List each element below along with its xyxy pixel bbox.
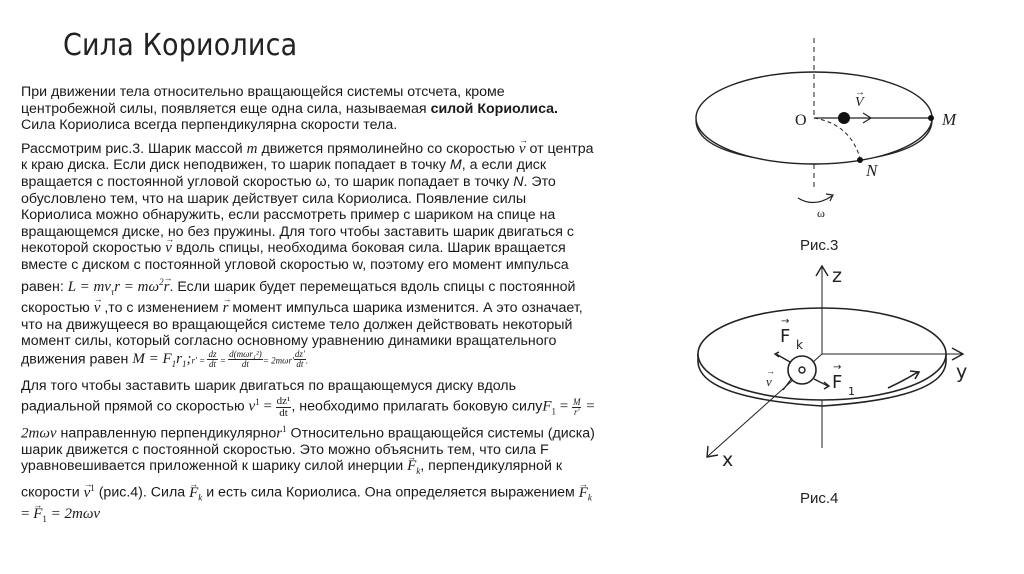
text: и есть сила Кориолиса. Она определяется выражением (202, 484, 579, 501)
figure-3-caption: Рис.3 (800, 237, 839, 254)
superscript: 1 (90, 482, 95, 493)
text: , перпендикулярной к скорости (21, 458, 563, 501)
superscript: 2 (159, 276, 164, 287)
text: вдоль спицы, необходима боковая сила. Шарик вращается вместе с диском с постоянной угловой скоростью w, поэтому его момент импульса равен: (21, 240, 569, 295)
formula-part: = (21, 506, 34, 522)
origin-label: O (795, 112, 807, 129)
text: При движении тела относительно вращающейся системы отсчета, кроме центробежной силы, появляется еще одна сила, называемая (21, 84, 505, 117)
denominator: dt (279, 406, 288, 419)
superscript: 1 (255, 397, 260, 408)
subscript: 1 (42, 513, 47, 524)
bold-term: силой Кориолиса. (430, 100, 558, 117)
text: . (169, 278, 174, 295)
figure-4-coordinate-disk (680, 258, 1010, 468)
math-vector-r: → r (223, 300, 229, 317)
numerator: dz (208, 348, 217, 359)
text: направленную перпендикулярно (56, 425, 277, 442)
fraction (207, 350, 217, 369)
numerator: dz' (294, 348, 305, 359)
formula-part: M = F (132, 351, 172, 368)
subscript: 1 (171, 359, 177, 370)
subscript: k (587, 492, 592, 503)
formula-r-prime: r' (191, 355, 197, 366)
text: Относительно вращающейся системы (диска) шарик движется с постоянной скоростью. Это можно объяснить тем, что сила F уравновешивается приложенной к шарику силой инерции (21, 425, 595, 475)
omega-label: ω (817, 206, 825, 220)
text: момент импульса шарика изменится. А это означает, что на движущееся во вращающейся системе тело должен действовать некоторый момент силы, который согласно основному уравнению динамики вращательного движения равен (21, 300, 583, 368)
math-vector-F: → F (189, 485, 198, 502)
subscript: k (416, 466, 421, 477)
svg-text:→: → (855, 87, 865, 98)
formula-L (67, 276, 170, 297)
subscript: k (198, 492, 203, 503)
slide-body (21, 84, 596, 527)
numerator: dz¹ (276, 394, 291, 407)
formula-part: = 2mωr' (262, 355, 294, 366)
fraction (276, 396, 292, 419)
subscript: 1 (181, 359, 187, 370)
denominator: r' (574, 406, 580, 417)
math-vector-F: → F (407, 458, 416, 475)
z-axis-label: z (832, 265, 842, 287)
coriolis-force-label: F (780, 326, 791, 347)
math-F: F (542, 399, 552, 416)
math-r: r (276, 425, 283, 442)
text: от центра к краю диска. Если диск неподвижен, то шарик попадает в точку (21, 140, 594, 174)
point-m-label: M (942, 110, 957, 129)
paragraph-figure3-explanation: Рассмотрим рис.3. Шарик массой m движется прямолинейно со скоростью → v от центра к краю диска. Если диск неподвижен, то шарик попадает в точку M, а если диск вращается с постоянной угловой скоростью ω, то шарик попадает в точку N. Это обусловлено тем, что на шарик действует сила Кориолиса. Появление силы Кориолиса можно обнаружить, если рассмотреть пример с шариком на спице на вращающемся диске, но без пружины. Для того чтобы заставить шарик двигаться с некоторой скоростью → v вдоль спицы, необходима боковая сила. Шарик вращается вместе с диском с постоянной угловой скоростью w, поэтому его момент импульса равен: $L = mv_\tau r = m\omega^2\to r$. Если шарик будет перемещаться вдоль спицы с постоянной скоростью → v ,то с изменением → r момент импульса шарика изменится. А это означает, что на движущееся во вращающейся системе тело должен действовать некоторый момент силы, который согласно основному уравнению динамики вращательного движения равен $M = F_1r_1;r'$ = $\frac{dz}{dt}$ = $\frac{\text{d(mωr₁²)}}{dt}$ = 2mωr' $\frac{dz'}{dt}$ . (21, 141, 596, 373)
text: , а если диск вращается с постоянной угловой скоростью ω, то шарик попадает в точку (21, 157, 547, 190)
text: (рис.4). Сила (94, 484, 190, 501)
denominator: dt (296, 358, 304, 369)
text: . Это обусловлено тем, что на шарик действует сила Кориолиса. Появление силы Кориолиса можно обнаружить, если рассмотреть пример с шариком на спице на вращающемся диске, но без пружины. Для того чтобы заставить шарик двигаться с некоторой скоростью (21, 173, 574, 257)
text: Сила Кориолиса всегда перпендикулярна скорости тела. (21, 117, 398, 134)
superscript: 1 (282, 423, 287, 434)
math-vector-v: → v (519, 141, 526, 158)
formula-part: = 2mωv (46, 506, 101, 522)
formula-part: r (176, 351, 182, 368)
math-vector-v: → v (94, 300, 101, 317)
svg-text:→: → (766, 366, 775, 376)
formula-part: = (259, 399, 276, 416)
formula-part: r = mω (114, 278, 160, 295)
formula-part: L = mv (67, 278, 111, 295)
subscript-1: 1 (848, 385, 855, 398)
formula-part: ; (186, 351, 192, 368)
fraction (228, 350, 263, 369)
formula-part: = (556, 399, 572, 416)
figure-4-caption: Рис.4 (800, 490, 839, 507)
fraction (294, 350, 306, 369)
text: Рассмотрим рис.3. Шарик массой (21, 140, 247, 157)
paragraph-intro (21, 84, 596, 134)
math-vector-r: → r (164, 279, 170, 296)
y-axis-label: y (956, 361, 968, 383)
side-force-label: F (832, 372, 843, 393)
subscript-k: k (796, 338, 803, 352)
text: ,то с изменением (100, 300, 223, 317)
x-axis-label: x (722, 449, 734, 468)
point-n-label: N (866, 161, 878, 180)
velocity-label: V (855, 95, 864, 110)
text: движется прямолинейно со скоростью (257, 140, 519, 157)
subscript: τ (110, 286, 115, 297)
numerator: M (572, 396, 581, 407)
slide-title: Сила Кориолиса (63, 28, 298, 63)
text: Если шарик будет перемещаться вдоль спицы с постоянной скоростью (21, 278, 576, 317)
math-v: v (248, 399, 256, 416)
denominator: dt (241, 358, 249, 369)
subscript: 1 (551, 406, 556, 417)
math-vector-v: → v (165, 240, 172, 257)
text: Для того чтобы заставить шарик двигаться по вращающемуся диску вдоль радиальной прямой со скоростью (21, 377, 516, 416)
math-N: N (513, 173, 524, 190)
denominator: dt (208, 358, 216, 369)
math-vector-F: → F (579, 485, 588, 502)
math-M: M (449, 157, 462, 174)
svg-text:→: → (833, 362, 842, 373)
paragraph-figure4-explanation (21, 378, 596, 528)
math-vector-v: → v (84, 485, 91, 502)
figure-3-rotating-disk (680, 30, 980, 230)
svg-text:→: → (781, 316, 790, 327)
text: , необходимо прилагать боковую силу (291, 399, 543, 416)
velocity-label: v (766, 374, 772, 389)
numerator: d(mωr₁²) (229, 348, 262, 359)
math-vector-F: → F (33, 506, 42, 523)
formula-M (132, 351, 192, 370)
math-m: m (246, 140, 258, 157)
formula-part: = 2mωv (21, 399, 596, 442)
